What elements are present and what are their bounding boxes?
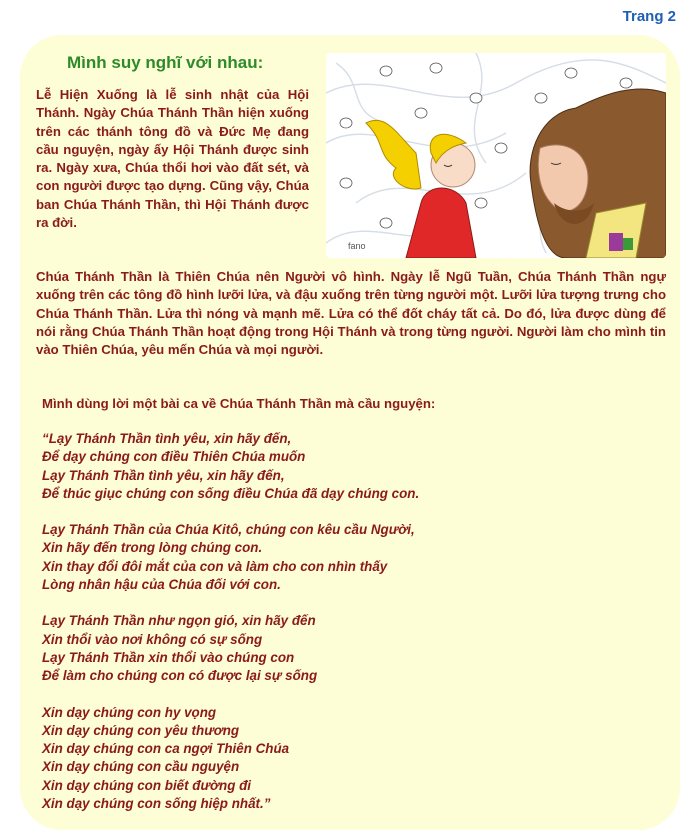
prayer-text — [42, 430, 642, 831]
prayer-line: Lạy Thánh Thần tình yêu, xin hãy đến, — [42, 467, 285, 483]
prayer-line: Xin dạy chúng con hy vọng — [42, 704, 217, 720]
prayer-line: Xin hãy đến trong lòng chúng con. — [42, 540, 263, 556]
illustration — [326, 53, 666, 258]
prayer-intro: Mình dùng lời một bài ca về Chúa Thánh Thần mà cầu nguyện: — [42, 396, 436, 411]
prayer-line: Để thúc giục chúng con sống điều Chúa đã dạy chúng con. — [42, 485, 420, 501]
prayer-line: Lòng nhân hậu của Chúa đối với con. — [42, 577, 281, 593]
holy-spirit-illustration — [326, 53, 666, 258]
prayer-line: Để dạy chúng con điều Thiên Chúa muốn — [42, 449, 306, 465]
prayer-line: Lạy Thánh Thần như ngọn gió, xin hãy đến — [42, 613, 316, 629]
prayer-line: Lạy Thánh Thần của Chúa Kitô, chúng con kêu cầu Người, — [42, 522, 415, 538]
paragraph-pentecost: Lễ Hiện Xuống là lễ sinh nhật của Hội Thánh. Ngày Chúa Thánh Thần hiện xuống trên các thánh tông đồ và Đức Mẹ đang cầu nguyện, ngày ấy Hội Thánh được sinh ra. Ngày xưa, Chúa thổi hơi vào đất sét, và con người được tạo dựng. Cũng vậy, Chúa ban Chúa Thánh Thần, thì Hội Thánh được ra đời. — [36, 87, 309, 231]
prayer-line: Xin thổi vào nơi không có sự sống — [42, 631, 263, 647]
prayer-stanza — [42, 521, 642, 594]
prayer-line: “Lạy Thánh Thần tình yêu, xin hãy đến, — [42, 431, 292, 446]
prayer-line: Xin dạy chúng con cầu nguyện — [42, 759, 240, 775]
prayer-stanza — [42, 430, 642, 503]
prayer-line: Lạy Thánh Thần xin thổi vào chúng con — [42, 649, 295, 665]
prayer-line: Xin dạy chúng con ca ngợi Thiên Chúa — [42, 741, 290, 757]
paragraph-holy-spirit: Chúa Thánh Thần là Thiên Chúa nên Người vô hình. Ngày lễ Ngũ Tuần, Chúa Thánh Thần ngự xuống trên các tông đồ hình lưỡi lửa, và đậu xuống trên từng người một. Lưỡi lửa tượng trưng cho Chúa Thánh Thần. Lửa thì nóng và mạnh mẽ. Lửa có thể đốt cháy tất cả. Do đó, lửa được dùng để nói rằng Chúa Thánh Thần hoạt động trong Hội Thánh và trong từng người. Người làm cho mình tin vào Thiên Chúa, yêu mến Chúa và mọi người. — [36, 269, 666, 358]
prayer-line: Xin dạy chúng con sống hiệp nhất.” — [42, 796, 271, 812]
page-number: Trang 2 — [622, 8, 676, 25]
prayer-line: Xin dạy chúng con biết đường đi — [42, 777, 251, 793]
prayer-line: Xin dạy chúng con yêu thương — [42, 722, 240, 738]
prayer-stanza — [42, 704, 642, 814]
illustration-signature: fano — [348, 241, 366, 251]
prayer-stanza — [42, 612, 642, 685]
prayer-line: Để làm cho chúng con có được lại sự sống — [42, 668, 318, 684]
section-heading: Mình suy nghĩ với nhau: — [67, 53, 264, 72]
prayer-line: Xin thay đổi đôi mắt của con và làm cho con nhìn thấy — [42, 558, 388, 574]
